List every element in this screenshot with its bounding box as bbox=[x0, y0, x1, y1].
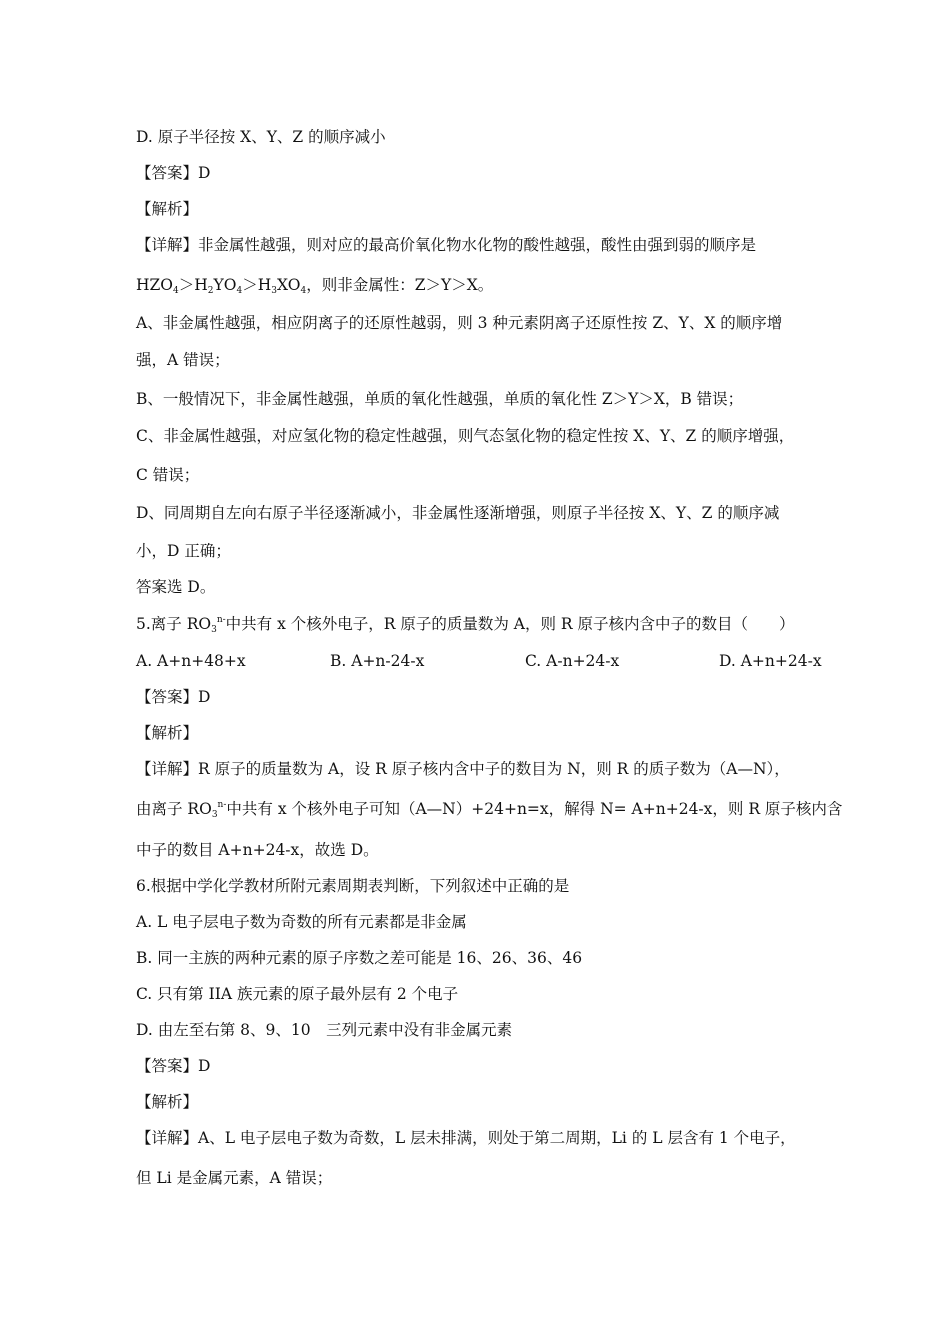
q5-stem: 5.离子 $RO_3^{n-}$中共有 x 个核外电子，R 原子的质量数为 A，则 R 原子核内含中子的数目（ ） bbox=[136, 615, 795, 635]
q5-analysis-heading: 【解析】 bbox=[136, 724, 199, 742]
q4-analysis-heading: 【解析】 bbox=[136, 200, 199, 218]
q4-a-line-2: 强，A 错误； bbox=[136, 351, 230, 369]
q6-option-a: A. L 电子层电子数为奇数的所有元素都是非金属 bbox=[136, 913, 467, 931]
q6-answer: 【答案】D bbox=[136, 1057, 211, 1075]
q5-detail-line-3: 中子的数目 A+n+24-x，故选 D。 bbox=[136, 841, 379, 859]
q6-option-b: B. 同一主族的两种元素的原子序数之差可能是 16、26、36、46 bbox=[136, 949, 583, 967]
q5-option-a: A. A+n+48+x bbox=[136, 652, 246, 670]
q4-b-line-1: B、一般情况下，非金属性越强，单质的氧化性越强，单质的氧化性 Z＞Y＞X，B 错误； bbox=[136, 390, 744, 408]
q4-conclusion: 答案选 D。 bbox=[136, 578, 216, 596]
q4-d-line-1: D、同周期自左向右原子半径逐渐减小，非金属性逐渐增强，则原子半径按 X、Y、Z 的顺序减 bbox=[136, 504, 780, 522]
q5-detail-line-2: 由离子 $RO_3^{n-}$中共有 x 个核外电子可知（A—N）+24+n=x，解得 N= A+n+24-x，则 R 原子核内含 bbox=[136, 800, 843, 820]
formula-hzo4: $HZO_4$ bbox=[136, 276, 179, 296]
q4-detail-line-1: 【详解】非金属性越强，则对应的最高价氧化物水化物的酸性越强，酸性由强到弱的顺序是 bbox=[136, 236, 757, 254]
q6-option-c: C. 只有第 IIA 族元素的原子最外层有 2 个电子 bbox=[136, 985, 459, 1003]
q5-answer: 【答案】D bbox=[136, 688, 211, 706]
q6-analysis-heading: 【解析】 bbox=[136, 1093, 199, 1111]
q6-detail-line-1: 【详解】A、L 电子层电子数为奇数，L 层未排满，则处于第二周期，Li 的 L 层含有 1 个电子， bbox=[136, 1129, 796, 1147]
q4-d-line-2: 小，D 正确； bbox=[136, 542, 231, 560]
q5-detail-line-1: 【详解】R 原子的质量数为 A，设 R 原子核内含中子的数目为 N，则 R 的质子数为（A—N）， bbox=[136, 760, 790, 778]
q4-answer: 【答案】D bbox=[136, 164, 211, 182]
formula-h2yo4: $H_2YO_4$ bbox=[194, 276, 243, 296]
q5-option-c: C. A-n+24-x bbox=[525, 652, 620, 670]
q4-c-line-2: C 错误； bbox=[136, 466, 200, 484]
formula-h3xo4: $H_3XO_4$ bbox=[257, 276, 307, 296]
q6-stem: 6.根据中学化学教材所附元素周期表判断，下列叙述中正确的是 bbox=[136, 877, 570, 895]
q5-option-b: B. A+n-24-x bbox=[330, 652, 425, 670]
q6-option-d: D. 由左至右第 8、9、10 三列元素中没有非金属元素 bbox=[136, 1021, 513, 1039]
q6-detail-line-2: 但 Li 是金属元素，A 错误； bbox=[136, 1169, 333, 1187]
q4-a-line-1: A、非金属性越强，相应阴离子的还原性越弱，则 3 种元素阴离子还原性按 Z、Y、X 的顺序增 bbox=[136, 314, 783, 332]
q4-c-line-1: C、非金属性越强，对应氢化物的稳定性越强，则气态氢化物的稳定性按 X、Y、Z 的顺序增强， bbox=[136, 427, 795, 445]
q5-option-d: D. A+n+24-x bbox=[719, 652, 822, 670]
q4-option-d: D. 原子半径按 X、Y、Z 的顺序减小 bbox=[136, 128, 386, 146]
q4-detail-line-2: $HZO_4>H_2YO_4>H_3XO_4$，则非金属性：Z＞Y＞X。 bbox=[136, 276, 494, 296]
